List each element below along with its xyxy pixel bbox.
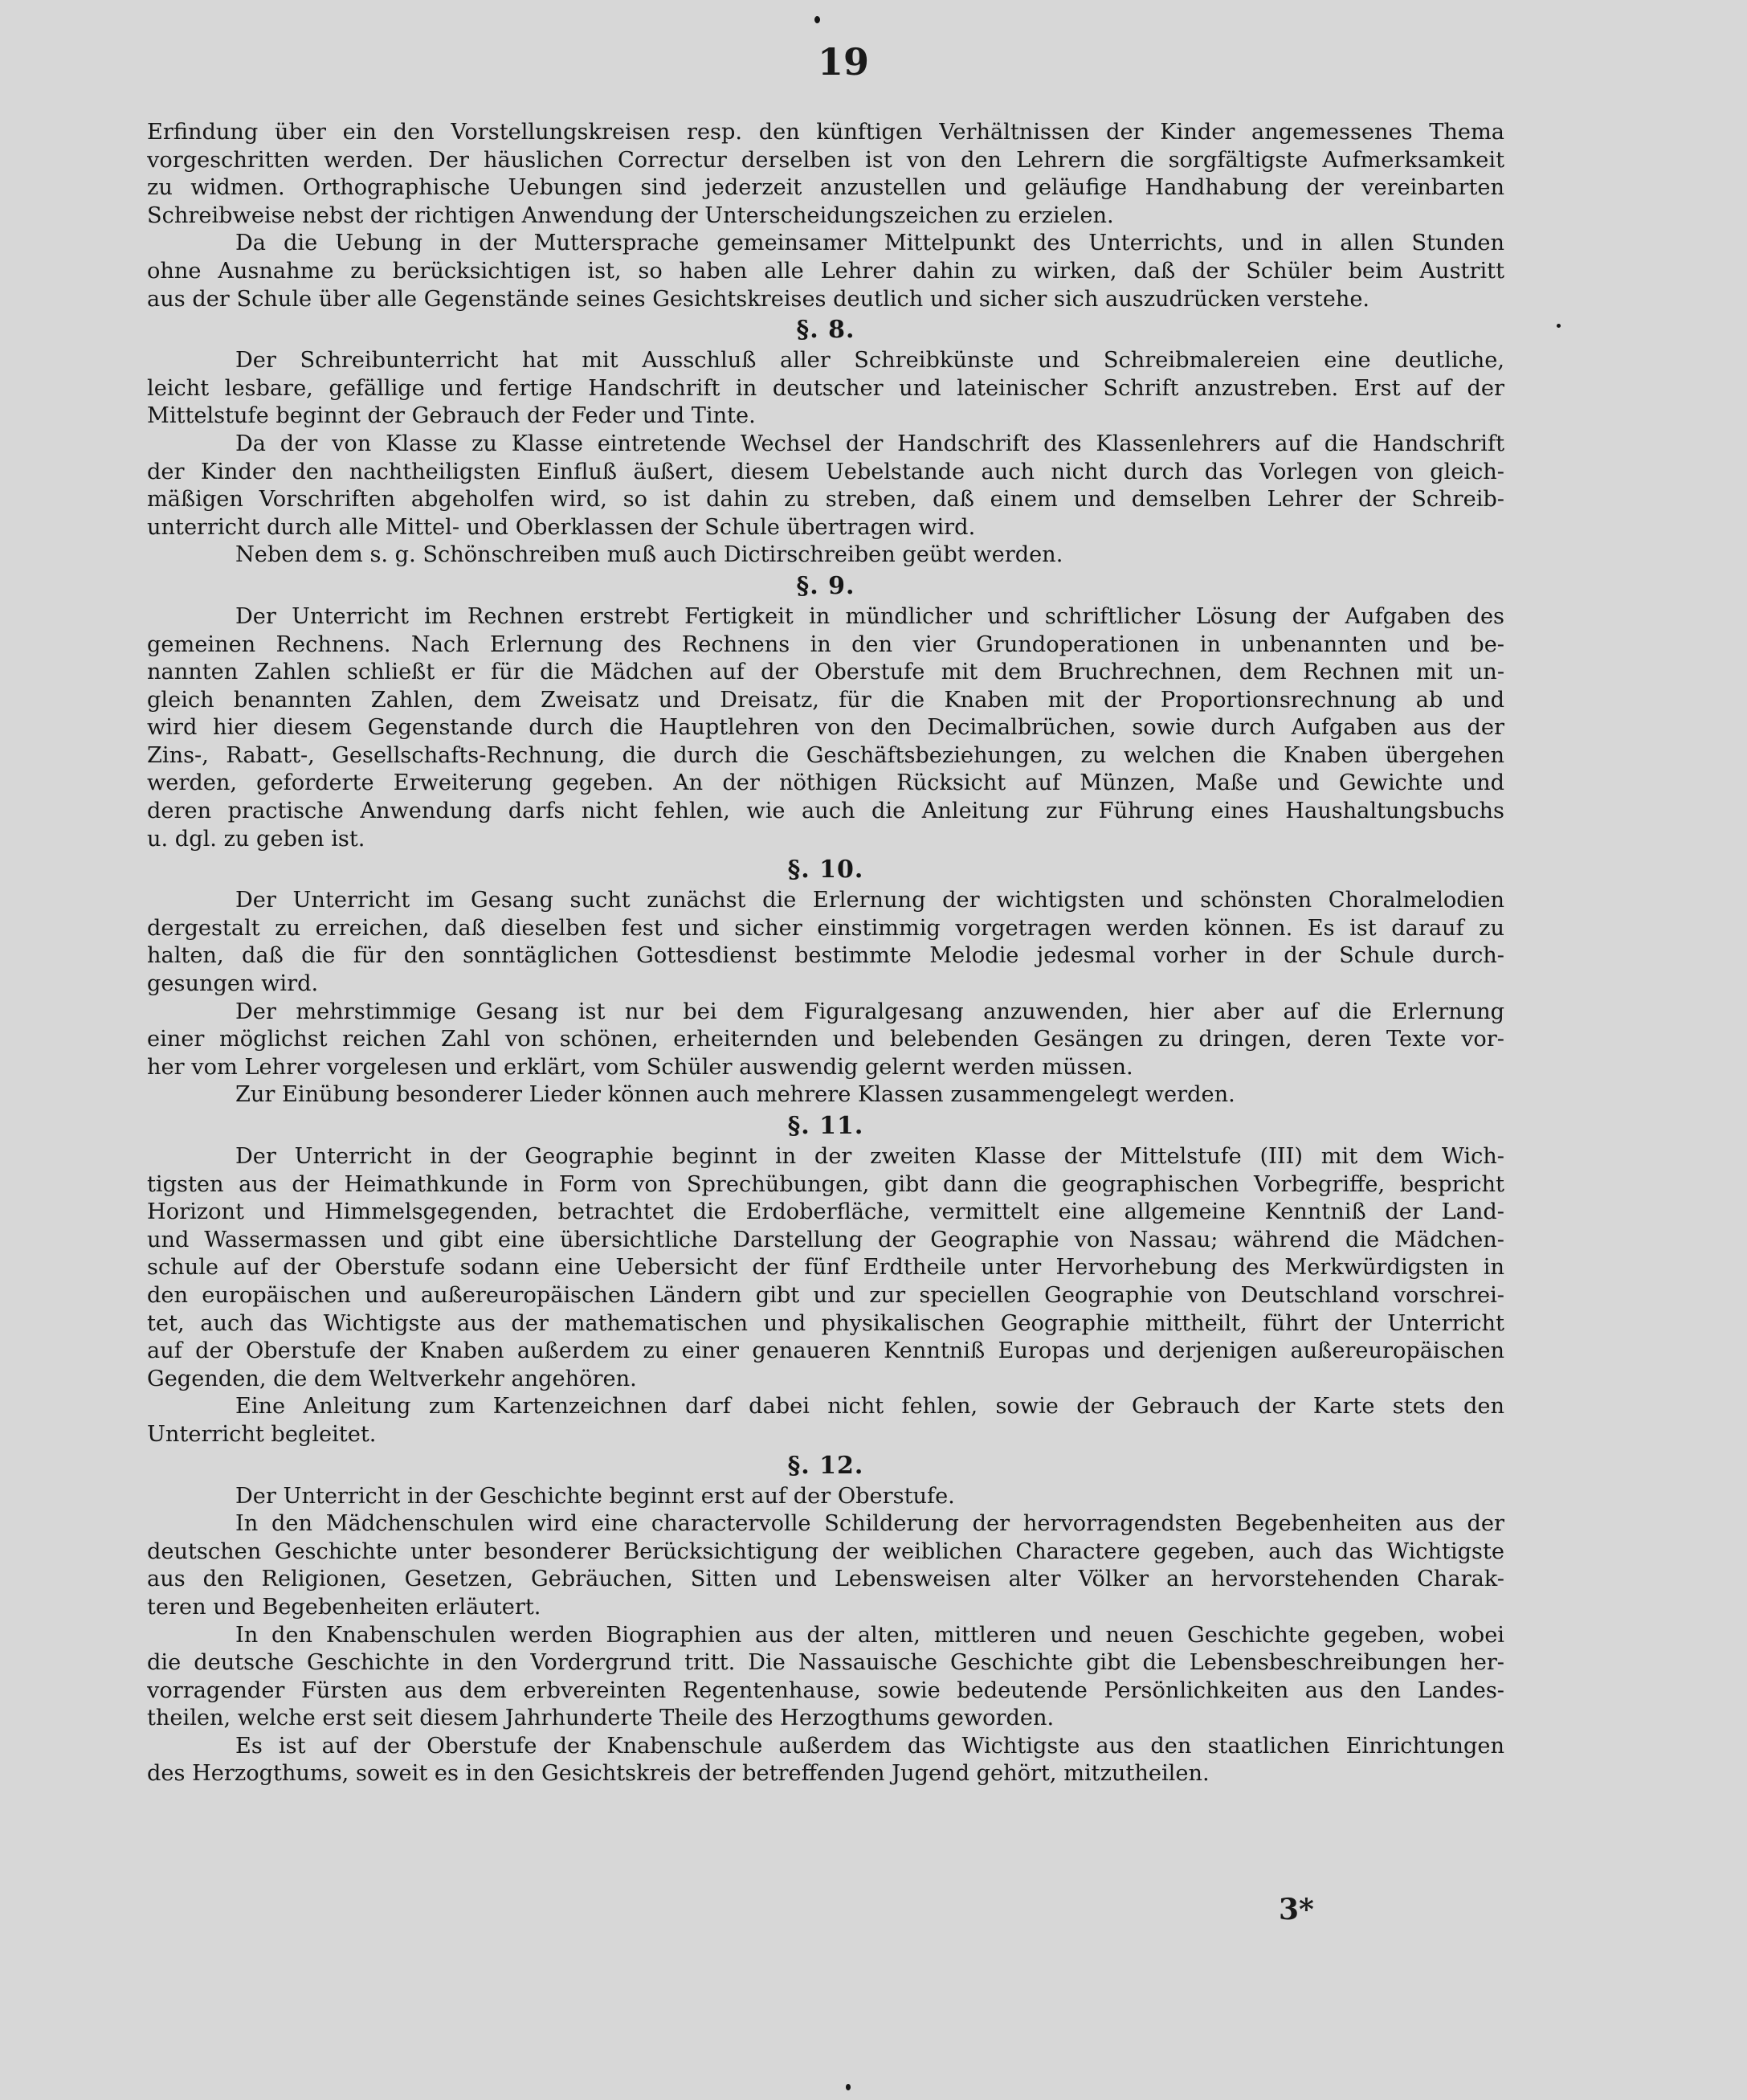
text-line: Gegenden, die dem Weltverkehr angehören. (147, 1366, 637, 1391)
text-line: aus der Schule über alle Gegenstände seines Gesichtskreises deutlich und sicher sich auszudrücken verstehe. (147, 286, 1370, 312)
text-line: Zins-, Rabatt-, Gesellschafts-Rechnung, die durch die Geschäftsbeziehungen, zu welchen die Knaben übergehen (147, 742, 1504, 768)
text-line: nannten Zahlen schließt er für die Mädchen auf der Oberstufe mit dem Bruchrechnen, dem Rechnen mit un- (147, 660, 1504, 685)
text-line: Der mehrstimmige Gesang ist nur bei dem Figuralgesang anzuwenden, hier aber auf die Erlernung (235, 999, 1504, 1024)
text-line: werden, geforderte Erweiterung gegeben. An der nöthigen Rücksicht auf Münzen, Maße und Gewichte und (147, 770, 1504, 796)
text-line: einer möglichst reichen Zahl von schönen, erheiternden und belebenden Gesängen zu dringen, deren Texte vor- (147, 1027, 1504, 1052)
text-line: Da der von Klasse zu Klasse eintretende Wechsel der Handschrift des Klassenlehrers auf die Handschrift (235, 431, 1504, 456)
text-line: ohne Ausnahme zu berücksichtigen ist, so haben alle Lehrer dahin zu wirken, daß der Schüler beim Austritt (147, 258, 1504, 284)
ink-speck (814, 16, 820, 23)
text-line: aus den Religionen, Gesetzen, Gebräuchen, Sitten und Lebensweisen alter Völker an hervorstehenden Charak- (147, 1567, 1504, 1592)
text-line: des Herzogthums, soweit es in den Gesichtskreis der betreffenden Jugend gehört, mitzutheilen. (147, 1761, 1210, 1787)
text-line: In den Knabenschulen werden Biographien aus der alten, mittleren und neuen Geschichte gegeben, wobei (235, 1622, 1504, 1648)
page-number: 19 (817, 40, 869, 84)
text-line: unterricht durch alle Mittel- und Oberklassen der Schule übertragen wird. (147, 514, 976, 540)
ink-speck (846, 2084, 851, 2090)
text-line: Horizont und Himmelsgegenden, betrachtet die Erdoberfläche, vermittelt eine allgemeine Kenntniß der Land- (147, 1199, 1504, 1225)
text-line: Eine Anleitung zum Kartenzeichnen darf dabei nicht fehlen, sowie der Gebrauch der Karte stets den (235, 1394, 1504, 1420)
section-heading: §. 12. (787, 1451, 864, 1480)
text-line: Unterricht begleitet. (147, 1421, 377, 1447)
text-line: theilen, welche erst seit diesem Jahrhunderte Theile des Herzogthums geworden. (147, 1706, 1055, 1731)
text-line: Der Unterricht im Gesang sucht zunächst die Erlernung der wichtigsten und schönsten Choralmelodien (235, 888, 1504, 913)
text-line: Der Schreibunterricht hat mit Ausschluß aller Schreibkünste und Schreibmalereien eine deutliche, (235, 348, 1504, 374)
text-line: gesungen wird. (147, 971, 319, 997)
text-line: leicht lesbare, gefällige und fertige Handschrift in deutscher und lateinischer Schrift anzustreben. Erst auf der (147, 375, 1504, 401)
section-heading: §. 10. (787, 856, 864, 885)
text-line: Neben dem s. g. Schönschreiben muß auch Dictirschreiben geübt werden. (235, 542, 1063, 568)
text-line: tet, auch das Wichtigste aus der mathematischen und physikalischen Geographie mittheilt, führt der Unterricht (147, 1310, 1504, 1336)
text-line: Da die Uebung in der Muttersprache gemeinsamer Mittelpunkt des Unterrichts, und in allen Stunden (235, 231, 1504, 256)
text-line: Schreibweise nebst der richtigen Anwendung der Unterscheidungszeichen zu erzielen. (147, 202, 1114, 228)
text-line: der Kinder den nachtheiligsten Einfluß äußert, diesem Uebelstande auch nicht durch das Vorlegen von gleich- (147, 459, 1504, 484)
text-line: dergestalt zu erreichen, daß dieselben fest und sicher einstimmig vorgetragen werden können. Es ist darauf zu (147, 915, 1504, 941)
text-line: Der Unterricht in der Geographie beginnt in der zweiten Klasse der Mittelstufe (III) mit dem Wich- (235, 1144, 1504, 1169)
text-line: Es ist auf der Oberstufe der Knabenschule außerdem das Wichtigste aus den staatlichen Einrichtungen (235, 1733, 1504, 1759)
section-heading: §. 9. (796, 571, 855, 600)
text-line: teren und Begebenheiten erläutert. (147, 1594, 541, 1620)
section-heading: §. 8. (796, 316, 855, 345)
text-line: her vom Lehrer vorgelesen und erklärt, vom Schüler auswendig gelernt werden müssen. (147, 1054, 1133, 1080)
text-line: deutschen Geschichte unter besonderer Berücksichtigung der weiblichen Charactere gegeben, auch das Wichtigste (147, 1538, 1504, 1564)
text-line: deren practische Anwendung darfs nicht fehlen, wie auch die Anleitung zur Führung eines Haushaltungsbuchs (147, 799, 1504, 824)
text-line: wird hier diesem Gegenstande durch die Hauptlehren von den Decimalbrüchen, sowie durch Aufgaben aus der (147, 715, 1504, 741)
text-line: schule auf der Oberstufe sodann eine Uebersicht der fünf Erdtheile unter Hervorhebung des Merkwürdigsten in (147, 1255, 1504, 1281)
text-line: u. dgl. zu geben ist. (147, 826, 365, 852)
text-line: die deutsche Geschichte in den Vordergrund tritt. Die Nassauische Geschichte gibt die Lebensbeschreibungen her- (147, 1650, 1504, 1676)
text-line: halten, daß die für den sonntäglichen Gottesdienst bestimmte Melodie jedesmal vorher in der Schule durch- (147, 943, 1504, 969)
text-line: Zur Einübung besonderer Lieder können auch mehrere Klassen zusammengelegt werden. (235, 1082, 1235, 1108)
text-line: Erfindung über ein den Vorstellungskreisen resp. den künftigen Verhältnissen der Kinder angemessenes Thema (147, 120, 1504, 145)
text-line: und Wassermassen und gibt eine übersichtliche Darstellung der Geographie von Nassau; während die Mädchen- (147, 1227, 1504, 1252)
text-line: In den Mädchenschulen wird eine charactervolle Schilderung der hervorragendsten Begebenheiten aus der (235, 1511, 1504, 1537)
text-line: den europäischen und außereuropäischen Ländern gibt und zur speciellen Geographie von Deutschland vorschrei- (147, 1282, 1504, 1308)
section-heading: §. 11. (787, 1112, 864, 1140)
text-line: gemeinen Rechnens. Nach Erlernung des Rechnens in den vier Grundoperationen in unbenannten und be- (147, 631, 1504, 657)
text-line: auf der Oberstufe der Knaben außerdem zu einer genaueren Kenntniß Europas und derjenigen außereuropäischen (147, 1338, 1504, 1364)
text-line: Der Unterricht in der Geschichte beginnt erst auf der Oberstufe. (235, 1483, 955, 1509)
text-line: zu widmen. Orthographische Uebungen sind jederzeit anzustellen und geläufige Handhabung der vereinbarten (147, 175, 1504, 201)
ink-speck (1557, 324, 1561, 328)
text-line: tigsten aus der Heimathkunde in Form von Sprechübungen, gibt dann die geographischen Vorbegriffe, bespricht (147, 1171, 1504, 1197)
text-line: gleich benannten Zahlen, dem Zweisatz und Dreisatz, für die Knaben mit der Proportionsrechnung ab und (147, 687, 1504, 713)
body-text (147, 119, 1504, 1788)
signature-mark: 3* (1279, 1893, 1314, 1926)
text-line: Der Unterricht im Rechnen erstrebt Fertigkeit in mündlicher und schriftlicher Lösung der Aufgaben des (235, 603, 1504, 629)
text-line: vorgeschritten werden. Der häuslichen Correctur derselben ist von den Lehrern die sorgfältigste Aufmerksamkeit (147, 147, 1504, 173)
text-line: Mittelstufe beginnt der Gebrauch der Feder und Tinte. (147, 403, 756, 429)
text-line: vorragender Fürsten aus dem erbvereinten Regentenhause, sowie bedeutende Persönlichkeiten aus den Landes- (147, 1677, 1504, 1703)
text-line: mäßigen Vorschriften abgeholfen wird, so ist dahin zu streben, daß einem und demselben Lehrer der Schreib- (147, 487, 1504, 513)
